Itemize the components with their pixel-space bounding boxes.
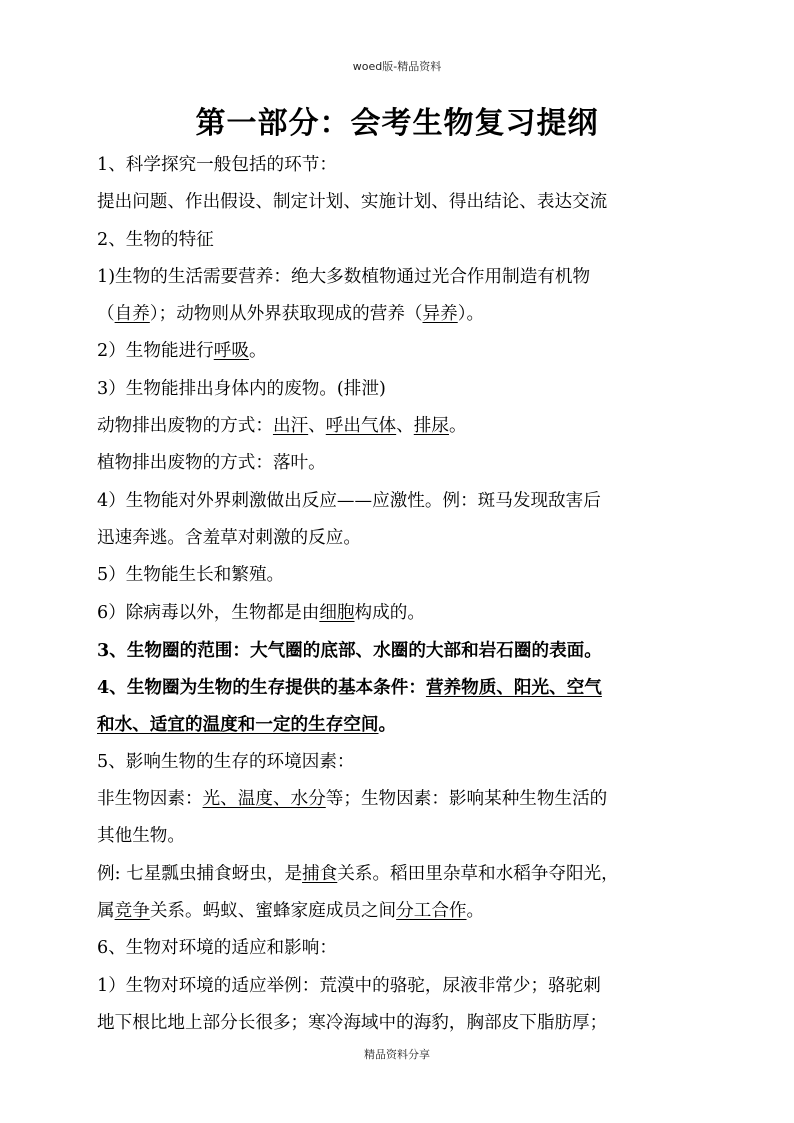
text-line	[97, 781, 687, 818]
text-segment: 提出问题、作出假设、制定计划、实施计划、得出结论、表达交流	[97, 192, 608, 213]
text-line	[97, 520, 687, 557]
text-segment: 等；生物因素：影响某种生物生活的	[325, 789, 608, 810]
text-line	[97, 1005, 687, 1042]
text-line	[97, 856, 687, 893]
underlined-term: 排尿	[413, 416, 449, 437]
text-line	[97, 744, 687, 781]
document-body	[97, 147, 687, 1042]
text-segment: 1）生物对环境的适应举例：荒漠中的骆驼，尿液非常少；骆驼刺	[97, 975, 601, 996]
text-line	[97, 557, 687, 594]
underlined-term: 呼出气体	[325, 416, 397, 437]
text-segment: 5、影响生物的生存的环境因素：	[97, 751, 355, 772]
text-segment: 关系。蚂蚁、蜜蜂家庭成员之间	[149, 900, 397, 921]
text-segment: 其他生物。	[97, 826, 185, 847]
text-segment: 。	[448, 416, 467, 437]
text-segment: 、	[396, 416, 414, 437]
text-segment: 1、科学探究一般包括的环节：	[97, 155, 337, 175]
text-segment: 3、生物圈的范围：大气圈的底部、水圈的大部和岩石圈的表面。	[97, 639, 602, 661]
text-line	[97, 483, 687, 520]
underlined-term: 光、温度、水分	[202, 789, 326, 810]
underlined-term: 出汗	[272, 416, 309, 437]
text-segment: 动物排出废物的方式：	[97, 416, 273, 437]
text-segment: 。	[248, 341, 267, 362]
underlined-term: 细胞	[319, 602, 355, 623]
text-line	[97, 259, 687, 296]
text-line	[97, 632, 687, 669]
underlined-term: 竞争	[114, 900, 150, 921]
text-line	[97, 445, 687, 482]
text-segment: 例: 七星瓢虫捕食蚜虫，是	[97, 863, 303, 884]
underlined-term: 营养物质、阳光、空气	[425, 677, 602, 699]
text-segment: 构成的。	[354, 602, 425, 623]
underlined-term: 捕食	[302, 863, 338, 884]
page-header: woed版-精品资料	[352, 60, 442, 73]
text-segment: 关系。稻田里杂草和水稻争夺阳光，	[337, 863, 619, 884]
text-segment: 5）生物能生长和繁殖。	[97, 565, 285, 586]
underlined-term: 呼吸	[213, 341, 249, 362]
text-segment: 2）生物能进行	[97, 341, 214, 362]
text-segment: 、	[308, 416, 326, 437]
text-line	[97, 222, 687, 259]
text-segment: 。	[378, 714, 397, 736]
text-line	[97, 147, 687, 184]
text-segment: 2、生物的特征	[97, 229, 214, 250]
text-line	[97, 893, 687, 930]
text-segment: 1)生物的生活需要营养：绝大多数植物通过光合作用制造有机物	[97, 266, 591, 287]
underlined-term: 分工合作	[396, 900, 467, 921]
text-segment: 非生物因素：	[97, 789, 203, 810]
text-segment: 6、生物对环境的适应和影响：	[97, 938, 337, 959]
text-line	[97, 930, 687, 967]
underlined-term: 异养	[422, 304, 458, 325]
text-segment: 植物排出废物的方式：落叶。	[97, 453, 326, 474]
text-segment: 4、生物圈为生物的生存提供的基本条件：	[97, 677, 426, 699]
document-title: 第一部分：会考生物复习提纲	[195, 106, 599, 141]
text-segment: （	[97, 304, 115, 325]
text-line	[97, 595, 687, 632]
text-line	[97, 408, 687, 445]
text-segment: 3）生物能排出身体内的废物。(排泄)	[97, 378, 386, 399]
underlined-term: 和水、适宜的温度和一定的生存空间	[97, 714, 379, 736]
text-segment: ）。	[457, 304, 485, 325]
text-line	[97, 333, 687, 370]
text-line	[97, 706, 687, 743]
text-line	[97, 296, 687, 333]
text-segment: 4）生物能对外界刺激做出反应——应激性。例：斑马发现敌害后	[97, 490, 601, 511]
text-segment: 。	[466, 900, 485, 921]
text-line	[97, 184, 687, 221]
text-line	[97, 818, 687, 855]
text-segment: 迅速奔逃。含羞草对刺激的反应。	[97, 527, 361, 548]
underlined-term: 自养	[114, 304, 150, 325]
text-line	[97, 669, 687, 706]
text-line	[97, 968, 687, 1005]
text-segment: 地下根比地上部分长很多；寒冷海域中的海豹，胸部皮下脂肪厚；	[97, 1012, 608, 1033]
text-segment: 属	[97, 900, 115, 921]
page-footer: 精品资料分享	[364, 1048, 430, 1061]
text-segment: ）；动物则从外界获取现成的营养（	[149, 304, 423, 325]
text-line	[97, 371, 687, 408]
text-segment: 6）除病毒以外，生物都是由	[97, 602, 320, 623]
